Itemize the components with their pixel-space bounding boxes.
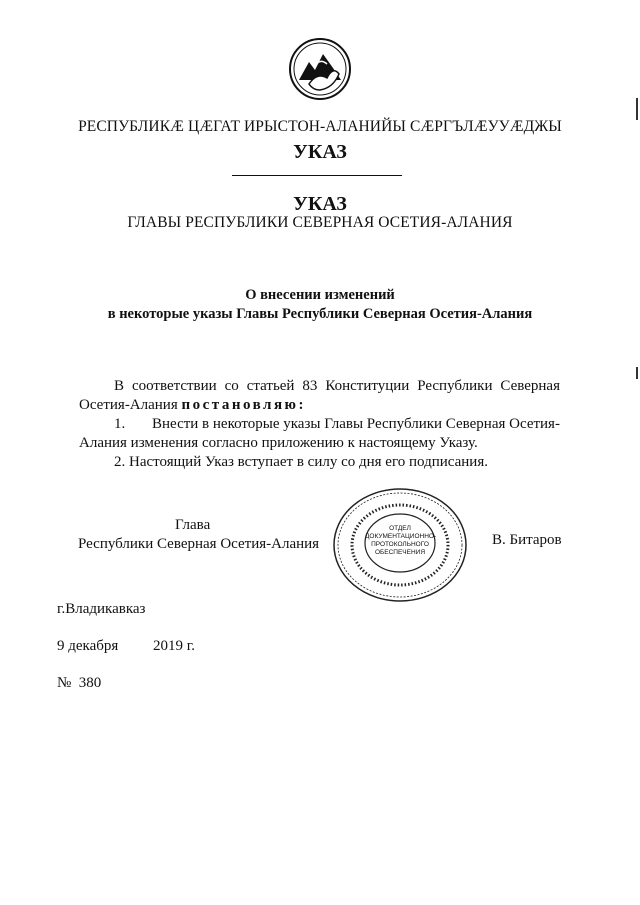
stamp-text-line: ОБЕСПЕЧЕНИЯ xyxy=(374,549,426,556)
date-day-month: 9 декабря xyxy=(57,638,119,654)
subject-line-1: О внесении изменений xyxy=(245,287,395,303)
decree-number: № 380 xyxy=(57,675,102,691)
ossetian-title: РЕСПУБЛИКӔ ЦӔГАТ ИРЫСТОН-АЛАНИЙЫ СӔРГЪЛӔУУӔДЖЫ xyxy=(78,118,562,135)
signature-position-2: Республики Северная Осетия-Алания xyxy=(78,536,320,552)
date-year: 2019 г. xyxy=(153,638,195,654)
signature-position-1: Глава xyxy=(175,517,211,533)
russian-decree-heading: УКАЗ xyxy=(293,193,347,215)
preamble-line-1: В соответствии со статьей 83 Конституции Республики Северная xyxy=(114,378,560,394)
scan-artifact xyxy=(636,367,638,379)
scan-artifact xyxy=(636,98,638,120)
russian-title: ГЛАВЫ РЕСПУБЛИКИ СЕВЕРНАЯ ОСЕТИЯ-АЛАНИЯ xyxy=(127,214,513,231)
item-1-number: 1. xyxy=(114,416,126,432)
ossetian-decree-heading: УКАЗ xyxy=(293,141,347,163)
stamp-text-line: ДОКУМЕНТАЦИОННО- xyxy=(365,533,437,540)
item-1-line-2: Алания изменения согласно приложению к настоящему Указу. xyxy=(79,435,478,451)
subject-line-2: в некоторые указы Главы Республики Северная Осетия-Алания xyxy=(107,306,533,322)
stamp-text-line: ПРОТОКОЛЬНОГО xyxy=(371,541,429,548)
coat-of-arms-icon xyxy=(287,36,353,102)
signatory-name: В. Битаров xyxy=(492,532,562,548)
official-stamp xyxy=(330,487,470,603)
stamp-center-text xyxy=(365,525,435,557)
decree-verb: постановляю: xyxy=(181,397,307,413)
item-1-line-1: Внести в некоторые указы Главы Республики Северная Осетия- xyxy=(152,416,560,432)
item-2: 2. Настоящий Указ вступает в силу со дня его подписания. xyxy=(114,454,488,470)
preamble-text: Осетия-Алания xyxy=(79,397,182,413)
stamp-text-line: ОТДЕЛ xyxy=(389,525,411,532)
preamble-line-2 xyxy=(79,396,306,415)
city: г.Владикавказ xyxy=(57,601,146,617)
divider xyxy=(232,175,402,176)
